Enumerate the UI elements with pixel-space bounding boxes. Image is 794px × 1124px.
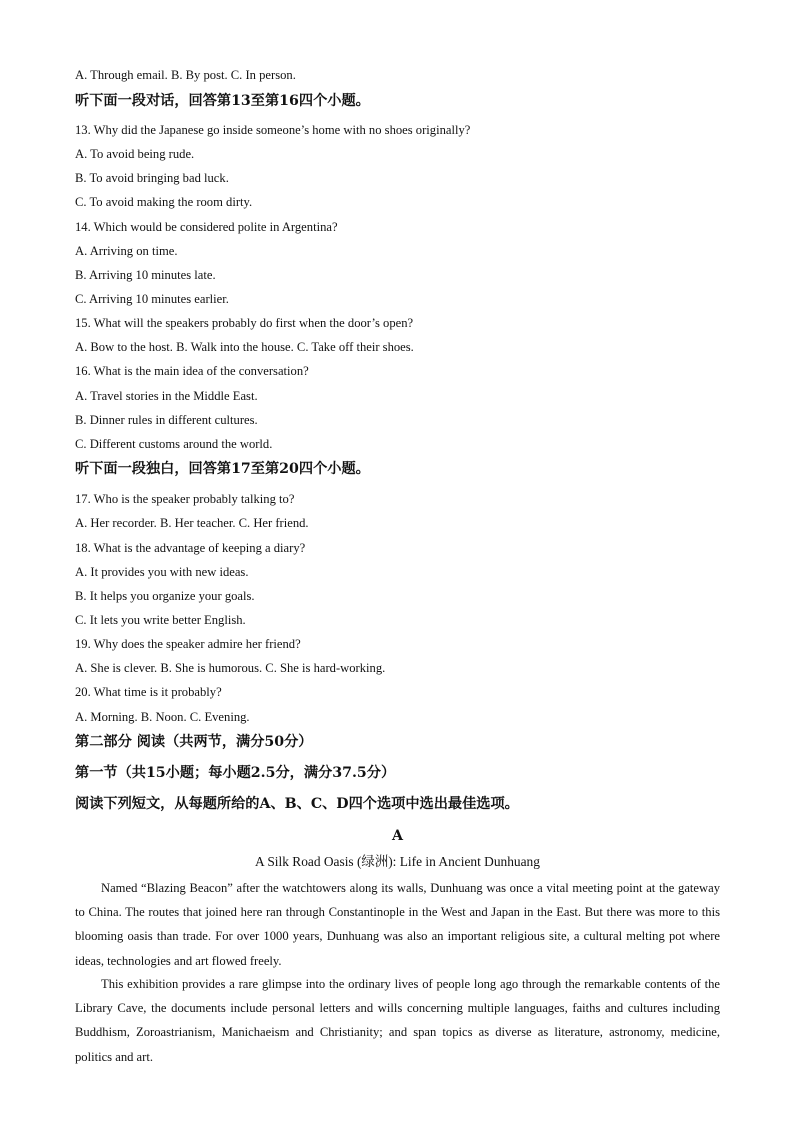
question-19: 19. Why does the speaker admire her friend? <box>75 637 301 651</box>
q20-options: A. Morning. B. Noon. C. Evening. <box>75 710 250 724</box>
q18-option-b: B. It helps you organize your goals. <box>75 589 255 603</box>
section-one-title: 第一节（共15小题；每小题2.5分，满分37.5分） <box>75 765 396 781</box>
q16-option-c: C. Different customs around the world. <box>75 437 273 451</box>
q16-option-b: B. Dinner rules in different cultures. <box>75 413 258 427</box>
question-14: 14. Which would be considered polite in Argentina? <box>75 220 338 234</box>
passage-letter: A <box>391 828 403 844</box>
instruction-13-16: 听下面一段对话，回答第13至第16四个小题。 <box>75 93 370 109</box>
q18-option-a: A. It provides you with new ideas. <box>75 565 249 579</box>
paragraph-1-text: Named “Blazing Beacon” after the watchtowers along its walls, Dunhuang was once a vital meeting point at the gateway to China. The routes that joined here ran through Constantinople in the West and Japan in the East. But there was more to this blooming oasis than trade. For over 1000 years, Dunhuang was also an important religious site, a cultural melting pot where ideas, technologies and art flowed freely. <box>75 881 720 968</box>
question-17: 17. Who is the speaker probably talking to? <box>75 492 295 506</box>
q14-option-a: A. Arriving on time. <box>75 244 178 258</box>
q12-options: A. Through email. B. By post. C. In person. <box>75 68 296 82</box>
passage-paragraph-2 <box>75 972 720 1069</box>
q18-option-c: C. It lets you write better English. <box>75 613 246 627</box>
q15-options: A. Bow to the host. B. Walk into the house. C. Take off their shoes. <box>75 340 414 354</box>
reading-instruction: 阅读下列短文，从每题所给的A、B、C、D四个选项中选出最佳选项。 <box>75 796 519 812</box>
paragraph-2-text: This exhibition provides a rare glimpse into the ordinary lives of people long ago through the remarkable contents of the Library Cave, the documents include personal letters and wills concerning multiple languages, faiths and cultures including Buddhism, Zoroastrianism, Manichaeism and Christianity; and span topics as diverse as literature, astronomy, medicine, politics and art. <box>75 977 720 1064</box>
instruction-17-20: 听下面一段独白，回答第17至第20四个小题。 <box>75 461 370 477</box>
question-16: 16. What is the main idea of the conversation? <box>75 364 309 378</box>
q14-option-c: C. Arriving 10 minutes earlier. <box>75 292 229 306</box>
q19-options: A. She is clever. B. She is humorous. C. She is hard-working. <box>75 661 386 675</box>
part-two-title: 第二部分 阅读（共两节，满分50分） <box>75 734 313 750</box>
question-15: 15. What will the speakers probably do first when the door’s open? <box>75 316 414 330</box>
question-18: 18. What is the advantage of keeping a diary? <box>75 541 306 555</box>
q14-option-b: B. Arriving 10 minutes late. <box>75 268 216 282</box>
passage-paragraph-1 <box>75 876 720 973</box>
q13-option-c: C. To avoid making the room dirty. <box>75 195 253 209</box>
q13-option-a: A. To avoid being rude. <box>75 147 195 161</box>
q13-option-b: B. To avoid bringing bad luck. <box>75 171 229 185</box>
passage-title: A Silk Road Oasis (绿洲): Life in Ancient Dunhuang <box>255 854 540 869</box>
q16-option-a: A. Travel stories in the Middle East. <box>75 389 258 403</box>
question-13: 13. Why did the Japanese go inside someone’s home with no shoes originally? <box>75 123 471 137</box>
question-20: 20. What time is it probably? <box>75 685 222 699</box>
q17-options: A. Her recorder. B. Her teacher. C. Her friend. <box>75 516 309 530</box>
